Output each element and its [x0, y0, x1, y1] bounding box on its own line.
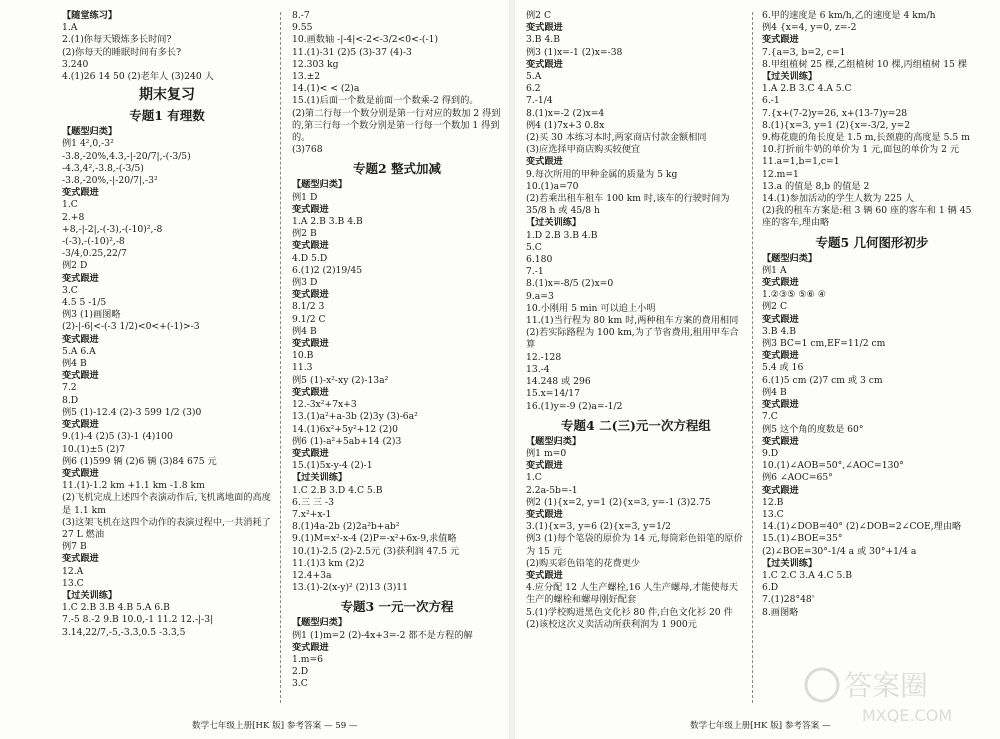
- answer-line: 例5 这个角的度数是 60°: [762, 423, 864, 435]
- watermark-text: 答案圈: [844, 669, 929, 702]
- answer-line: 3.240: [62, 58, 89, 70]
- answer-line: 3.B 4.B: [526, 34, 560, 46]
- answer-line: 10.画数轴 -|-4|<-2<-3/2<0<-(-1): [292, 34, 439, 46]
- subsection-label: 变式跟进: [62, 419, 99, 431]
- answer-line: 7.2: [62, 382, 77, 394]
- answer-line: (2)若乘出租车租车 100 km 时,该车的行驶时间为: [526, 193, 730, 205]
- answer-line: 例6 (1)-a²+5ab+14 (2)3: [292, 435, 402, 447]
- column-divider: [752, 12, 753, 703]
- answer-line: 8.(1)x=-2 (2)x=4: [526, 107, 605, 119]
- answer-column-4: [762, 10, 982, 619]
- answer-line: 3.14,22/7,-5,-3.3̇,0.5̇ -3.3̇,5: [62, 626, 186, 638]
- answer-line: 7.{a=3, b=2, c=1: [762, 46, 846, 58]
- answer-line: 7.{x+(7-2)y=26, x+(13-7)y=28: [762, 107, 908, 119]
- answer-line: 2.+8: [62, 211, 85, 223]
- answer-line: 6.-1: [762, 95, 780, 107]
- subsection-label: 变式跟进: [526, 569, 563, 581]
- section-label: 【题型归类】: [292, 617, 348, 629]
- answer-line: 例6 ∠AOC=65°: [762, 472, 833, 484]
- answer-line: 1.②③⑤ ⑤⑥ ④: [762, 289, 827, 301]
- answer-line: 6.(1)2 (2)19/45: [292, 264, 363, 276]
- answer-line: 11.a=1,b=1,c=1: [762, 156, 840, 168]
- topic-heading: 专题2 整式加减: [352, 161, 442, 177]
- answer-line: 9.(1)-4 (2)5 (3)-1 (4)100: [62, 431, 173, 443]
- section-label: 【题型归类】: [762, 252, 818, 264]
- subsection-label: 变式跟进: [292, 203, 329, 215]
- answer-line: 例1 m=0: [526, 447, 567, 459]
- answer-line: 9.a=3: [526, 290, 554, 302]
- section-label: 【题型归类】: [292, 179, 348, 191]
- subsection-label: 变式跟进: [62, 333, 99, 345]
- answer-line: 例5 (1)-12.4 (2)-3 599 1/2 (3)0: [62, 406, 202, 418]
- answer-line: 例6 (1)599 辆 (2)6 辆 (3)84 675 元: [62, 455, 217, 467]
- answer-line: 8.1/2 3: [292, 301, 325, 313]
- footer-left: 数学七年级上册[HK 版] 参考答案 — 59 —: [192, 721, 358, 731]
- subsection-label: 变式跟进: [762, 313, 799, 325]
- answer-line: 6.(1)5 cm (2)7 cm 或 3 cm: [762, 374, 883, 386]
- answer-line: 35/8 h 或 45/8 h: [526, 205, 600, 217]
- answer-line: 11.3: [292, 362, 313, 374]
- answer-line: 5.A: [526, 71, 542, 83]
- subsection-label: 变式跟进: [762, 484, 799, 496]
- answer-line: 6.2: [526, 83, 541, 95]
- subsection-label: 变式跟进: [292, 240, 329, 252]
- subsection-label: 变式跟进: [762, 277, 799, 289]
- answer-line: 13.C: [762, 508, 784, 520]
- answer-line: 12.-128: [526, 351, 562, 363]
- answer-line: 6.180: [526, 254, 553, 266]
- section-label: 【题型归类】: [526, 435, 582, 447]
- footer-right: 数学七年级上册[HK 版] 参考答案 —: [690, 721, 831, 731]
- answer-line: 5.4 或 16: [762, 362, 804, 374]
- answer-line: 14.248 或 296: [526, 376, 591, 388]
- answer-line: (2)你每天的睡眠时间有多长?: [62, 46, 182, 58]
- subsection-label: 变式跟进: [62, 187, 99, 199]
- answer-line: 4.应分配 12 人生产螺栓,16 人生产螺母,才能使每天生产的螺栓和螺母刚好配套: [526, 582, 739, 606]
- answer-line: 2.D: [292, 666, 309, 678]
- answer-line: 例3 D: [292, 277, 318, 289]
- answer-line: (2)该校这次义卖活动所获利润为 1 900元: [526, 618, 697, 630]
- topic-heading: 专题1 有理数: [129, 108, 205, 124]
- answer-line: 9.1/2 C: [292, 313, 326, 325]
- section-label: 【过关训练】: [762, 71, 818, 83]
- answer-line: -3/4,0.25,22/7: [62, 248, 127, 260]
- answer-line: 9.55: [292, 22, 313, 34]
- section-label: 【过关训练】: [526, 217, 582, 229]
- answer-line: 9.每次所用的甲种金属的质量为 5 kg: [526, 168, 678, 180]
- section-label: 【过关训练】: [292, 472, 348, 484]
- answer-line: 8.(1)x=-8/5 (2)x=0: [526, 278, 614, 290]
- answer-line: 4.D 5.D: [292, 252, 328, 264]
- subsection-label: 变式跟进: [292, 641, 329, 653]
- answer-line: 例3 (1)x=-1 (2)x=-38: [526, 46, 623, 58]
- topic-heading: 专题4 二(三)元一次方程组: [561, 417, 711, 433]
- answer-line: 5.A 6.A: [62, 345, 96, 357]
- subsection-label: 变式跟进: [526, 460, 563, 472]
- answer-line: (2)∠BOE=30°-1/4 a 或 30°+1/4 a: [762, 545, 917, 557]
- answer-line: 例4 {x=4, y=0, z=-2: [762, 22, 857, 34]
- answer-line: 例4 B: [292, 325, 317, 337]
- subsection-label: 变式跟进: [292, 338, 329, 350]
- answer-line: (2)-|-6|<-(-3 1/2)<0<+(-1)>-3: [62, 321, 200, 333]
- section-label: 【过关训练】: [62, 589, 118, 601]
- answer-line: (2)购买彩色铅笔的花费更少: [526, 557, 641, 569]
- answer-line: 1.C: [62, 199, 78, 211]
- answer-line: (2)若实际路程为 100 km,为了节省费用,租用甲车合算: [526, 327, 739, 351]
- subsection-label: 变式跟进: [62, 272, 99, 284]
- subsection-label: 变式跟进: [526, 22, 563, 34]
- subsection-label: 变式跟进: [62, 370, 99, 382]
- answer-line: 10.(1)-2.5 (2)-2.5元 (3)获利润 47.5 元: [292, 545, 460, 557]
- answer-line: 10.打折前牛奶的单价为 1 元,面包的单价为 2 元: [762, 144, 960, 156]
- subsection-label: 变式跟进: [292, 386, 329, 398]
- answer-line: 2.2a-5b=-1: [526, 484, 578, 496]
- answer-column-2: [292, 10, 502, 691]
- answer-line: 13.a 的值是 8,b 的值是 2: [762, 180, 870, 192]
- page-fold: [509, 0, 515, 739]
- answer-line: 例5 (1)-x²-xy (2)-13a²: [292, 374, 389, 386]
- answer-line: 6.甲的速度是 6 km/h,乙的速度是 4 km/h: [762, 10, 936, 21]
- answer-line: 11.(1)-31 (2)5 (3)-37 (4)-3: [292, 46, 412, 58]
- subsection-label: 变式跟进: [526, 156, 563, 168]
- answer-line: 例2 D: [62, 260, 88, 272]
- answer-line: 例7 B: [62, 541, 87, 553]
- answer-line: 10.(1)a=70: [526, 180, 579, 192]
- subsection-label: 变式跟进: [762, 350, 799, 362]
- answer-line: 6.三 三 -3: [292, 496, 334, 508]
- answer-line: 11.(1)-1.2 km +1.1 km -1.8 km: [62, 480, 205, 492]
- answer-line: 9.(1)M=x²-x-4 (2)P=-x²+6x-9,求值略: [292, 533, 457, 545]
- topic-heading: 专题5 几何图形初步: [815, 234, 929, 250]
- answer-line: 16.(1)y=-9 (2)a=-1/2: [526, 400, 623, 412]
- answer-line: 10.B: [292, 350, 314, 362]
- answer-line: 例4 (1)7x+3 0.8x: [526, 119, 605, 131]
- answer-line: 3.C: [292, 678, 308, 690]
- subsection-label: 变式跟进: [292, 289, 329, 301]
- answer-line: 例1 A: [762, 264, 787, 276]
- answer-line: 8.甲组植树 25 棵,乙组植树 10 棵,丙组植树 15 棵: [762, 58, 968, 70]
- answer-line: 15.(1)∠BOE=35°: [762, 533, 843, 545]
- section-label: 【过关训练】: [762, 557, 818, 569]
- answer-line: 7.C: [762, 411, 778, 423]
- answer-line: 12.303 kg: [292, 58, 339, 70]
- answer-line: 1.m=6: [292, 653, 324, 665]
- chapter-title: 期末复习: [139, 87, 195, 104]
- subsection-label: 变式跟进: [292, 447, 329, 459]
- answer-line: 例3 BC=1 cm,EF=11/2 cm: [762, 338, 886, 350]
- answer-line: 2.(1)你每天锻炼多长时间?: [62, 34, 172, 46]
- answer-line: 9.D: [762, 447, 779, 459]
- answer-line: 12.m=1: [762, 168, 799, 180]
- answer-line: 10.(1)∠AOB=50°,∠AOC=130°: [762, 460, 904, 472]
- answer-line: (2)第二行每一个数分别是第一行对应的数加 2 得到的,第三行每一个数分别是第一行每一个数加 1 得到的。: [292, 107, 501, 144]
- answer-line: 13.-4: [526, 363, 550, 375]
- answer-line: 7.-1: [526, 266, 544, 278]
- answer-line: 8.(1)4a-2b (2)2a²b+ab²: [292, 521, 400, 533]
- watermark-logo-icon: [802, 659, 992, 729]
- answer-line: 11.(1)当行程为 80 km 时,两种租车方案的费用相同: [526, 315, 739, 327]
- answer-line: 例4 B: [762, 386, 787, 398]
- answer-line: 4.(1)26 14 50 (2)老年人 (3)240 人: [62, 71, 214, 83]
- answer-line: (3)应选择甲商店购买较便宜: [526, 144, 641, 156]
- answer-line: 12.B: [762, 496, 784, 508]
- answer-line: 6.D: [762, 582, 779, 594]
- answer-line: 例2 (1){x=2, y=1 (2){x=3, y=-1 (3)2.75: [526, 496, 711, 508]
- answer-line: (2)飞机完成上述四个表演动作后,飞机离地面的高度是 1.1 km: [62, 492, 271, 516]
- answer-line: 例2 C: [526, 10, 551, 21]
- answer-line: -3.8,-20%,-|-20/7|,-3²: [62, 175, 158, 187]
- answer-line: 8.D: [62, 394, 79, 406]
- answer-line: (3)768: [292, 144, 323, 156]
- answer-line: 3.C: [62, 284, 78, 296]
- subsection-label: 变式跟进: [762, 435, 799, 447]
- answer-line: 13.C: [62, 577, 84, 589]
- answer-line: 1.C: [526, 472, 542, 484]
- answer-line: 10.(1)±5 (2)7: [62, 443, 125, 455]
- answer-line: 8.画图略: [762, 606, 799, 618]
- answer-line: 1.D 2.B 3.B 4.B: [526, 229, 598, 241]
- answer-line: 15.(1)后面一个数是前面一个数乘-2 得到的。: [292, 95, 479, 107]
- answer-line: 7.-5 8.-2 9.B 10.0,-1 11.2 12.-|-3|: [62, 614, 214, 626]
- answer-line: +8,-|-2|,-(-3),-(-10)²,-8: [62, 223, 163, 235]
- answer-column-1: [62, 10, 272, 639]
- answer-line: 15.(1)5x-y-4 (2)-1: [292, 460, 373, 472]
- answer-line: 14.(1)∠DOB=40° (2)∠DOB=2∠COE,理由略: [762, 521, 962, 533]
- answer-line: 例4 B: [62, 358, 87, 370]
- subsection-label: 变式跟进: [762, 34, 799, 46]
- answer-line: 例1 4²,0,-3²: [62, 138, 114, 150]
- answer-line: 14.(1)6x²+5y²+12 (2)0: [292, 423, 398, 435]
- answer-line: 14.(1)参加活动的学生人数为 225 人: [762, 193, 915, 205]
- answer-line: 7.-1/4: [526, 95, 553, 107]
- answer-line: 例3 (1)每个笔袋的原价为 14 元,每筒彩色铅笔的原价为 15 元: [526, 533, 743, 557]
- answer-line: 1.A 2.B 3.B 4.B: [292, 216, 363, 228]
- answer-line: 7.(1)28°48': [762, 594, 815, 606]
- answer-line: -(-3),-(-10)²,-8: [62, 236, 125, 248]
- answer-line: 11.(1)3 km (2)2: [292, 557, 365, 569]
- answer-line: 9.梅花鹿的角长度是 1.5 m,长颈鹿的高度是 5.5 m: [762, 132, 970, 144]
- answer-line: 13.(1)a²+a-3b (2)3y (3)-6a²: [292, 411, 418, 423]
- answer-line: 8.(1){x=3, y=1 (2){x=-3/2, y=2: [762, 119, 911, 131]
- answer-line: (2)买 30 本练习本时,两家商店付款金额相同: [526, 132, 707, 144]
- answer-line: 5.(1)学校购进黑色文化衫 80 件,白色文化衫 20 件: [526, 606, 733, 618]
- answer-line: 例1 (1)m=2 (2)-4x+3=-2 都不是方程的解: [292, 629, 473, 641]
- section-label: 【随堂练习】: [62, 10, 118, 21]
- answer-line: 14.(1)< < (2)a: [292, 83, 360, 95]
- answer-line: 8.-7: [292, 10, 310, 21]
- watermark-subtext: MXQE.COM: [862, 706, 953, 725]
- column-divider: [280, 12, 281, 703]
- subsection-label: 变式跟进: [526, 58, 563, 70]
- subsection-label: 变式跟进: [762, 399, 799, 411]
- answer-line: 1.A 2.B 3.C 4.A 5.C: [762, 83, 852, 95]
- answer-line: 1.C 2.B 3.B 4.B 5.A 6.B: [62, 602, 170, 614]
- answer-line: -4.3,4²,-3.8,-(-3/5): [62, 162, 144, 174]
- answer-line: 4.5 5 -1/5: [62, 297, 107, 309]
- answer-line: 例2 B: [292, 228, 317, 240]
- answer-line: 例3 (1)画图略: [62, 309, 121, 321]
- topic-heading: 专题3 一元一次方程: [340, 599, 454, 615]
- subsection-label: 变式跟进: [62, 553, 99, 565]
- answer-line: (2)我的租车方案是:租 3 辆 60 座的客车和 1 辆 45 座的客车,理由略: [762, 205, 972, 229]
- answer-line: 12.-3x²+7x+3: [292, 399, 357, 411]
- answer-line: 13.(1)-2(x-y)² (2)13 (3)11: [292, 582, 408, 594]
- subsection-label: 变式跟进: [526, 508, 563, 520]
- answer-line: 7.x²+x-1: [292, 508, 332, 520]
- answer-line: 12.4+3a: [292, 569, 332, 581]
- answer-line: 3.(1){x=3, y=6 (2){x=3, y=1/2: [526, 521, 671, 533]
- answer-line: 1.C 2.C 3.A 4.C 5.B: [762, 569, 852, 581]
- answer-line: (3)这架飞机在这四个动作的表演过程中,一共消耗了 27 L 燃油: [62, 516, 271, 540]
- subsection-label: 变式跟进: [62, 467, 99, 479]
- answer-line: 3.B 4.B: [762, 325, 796, 337]
- answer-line: 13.±2: [292, 71, 321, 83]
- answer-line: 例1 D: [292, 191, 318, 203]
- answer-line: 12.A: [62, 565, 84, 577]
- answer-line: 10.小刚用 5 min 可以追上小明: [526, 302, 656, 314]
- answer-column-3: [526, 10, 746, 631]
- answer-line: 5.C: [526, 241, 542, 253]
- section-label: 【题型归类】: [62, 126, 118, 138]
- answer-line: 1.C 2.B 3.D 4.C 5.B: [292, 484, 383, 496]
- answer-line: 例2 C: [762, 301, 787, 313]
- answer-line: 1.A: [62, 22, 78, 34]
- answer-line: 15.x=14/17: [526, 388, 580, 400]
- answer-line: -3.8,-20%,4.3,-|-20/7|,-(-3/5): [62, 150, 191, 162]
